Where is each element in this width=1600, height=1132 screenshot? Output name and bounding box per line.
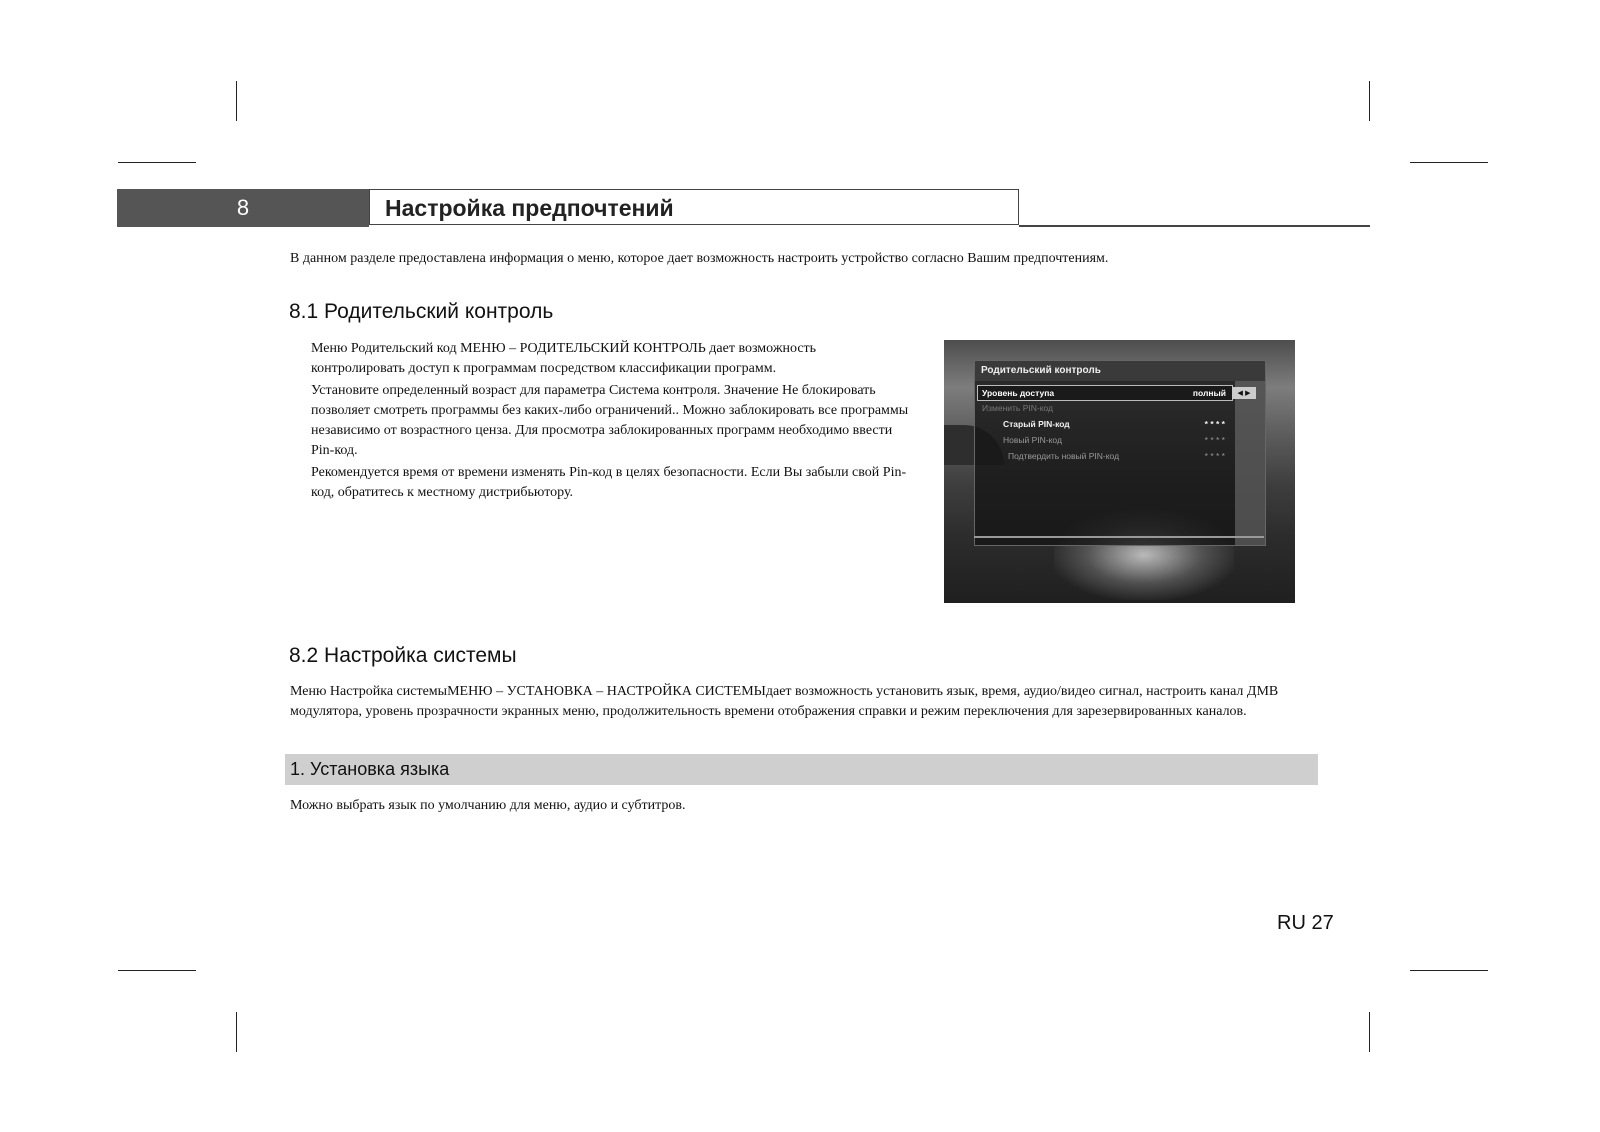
crop-mark-top-right	[1369, 81, 1370, 121]
menu-row-label: Уровень доступа	[982, 388, 1055, 398]
menu-row-label: Старый PIN-код	[1003, 419, 1070, 429]
section-8-1-heading: 8.1 Родительский контроль	[289, 300, 554, 323]
chapter-title: Настройка предпочтений	[369, 189, 1019, 225]
parental-control-screenshot	[944, 340, 1295, 603]
crop-mark-top-left	[236, 81, 237, 121]
section-8-2-heading: 8.2 Настройка системы	[289, 644, 517, 667]
menu-row-access-level[interactable]	[977, 385, 1233, 401]
menu-row-confirm-pin[interactable]	[977, 449, 1231, 463]
crop-mark-bottom-left	[236, 1012, 237, 1052]
section-8-1-paragraph: Установите определенный возраст для параметра Система контроля. Значение Не блокировать позволяет смотреть программы без каких-либо ограничений.. Можно заблокировать все программы независимо от возрастного ценза. Для просмотра заблокированных программ необходимо ввести Pin-код.	[311, 383, 909, 458]
menu-row-new-pin[interactable]	[977, 433, 1231, 447]
chapter-header	[117, 189, 1370, 227]
intro-text: В данном разделе предоставлена информация о меню, которое дает возможность настроить устройство согласно Вашим предпочтениям.	[290, 251, 1109, 266]
crop-mark-top-right-h	[1410, 162, 1488, 163]
section-8-1-paragraph: Рекомендуется время от времени изменять Pin-код в целях безопасности. Если Вы забыли свой Pin-код, обратитесь к местному дистрибьютору.	[311, 465, 907, 500]
menu-row-value: * * * *	[1204, 419, 1225, 429]
crop-mark-bottom-right-h	[1410, 970, 1488, 971]
crop-mark-top-left-h	[118, 162, 196, 163]
menu-bottom-rule	[974, 536, 1264, 538]
chapter-number: 8	[117, 189, 369, 227]
subsection-1-text: Можно выбрать язык по умолчанию для меню, аудио и субтитров.	[290, 798, 686, 813]
menu-row-old-pin[interactable]	[977, 417, 1231, 431]
menu-row-label: Изменить PIN-код	[982, 403, 1054, 413]
left-right-arrows-icon[interactable]: ◀ ▶	[1232, 387, 1256, 399]
section-8-1-paragraph: Меню Родительский код МЕНЮ – РОДИТЕЛЬСКИЙ КОНТРОЛЬ дает возможность контролировать доступ к программам посредством классификации программ.	[311, 341, 817, 376]
menu-row-value: полный	[1192, 388, 1226, 398]
chapter-rule	[1019, 225, 1370, 227]
section-8-1-body	[311, 339, 911, 505]
menu-panel	[974, 360, 1266, 546]
page-number: RU 27	[1277, 912, 1334, 934]
menu-row-value: * * * *	[1204, 451, 1225, 461]
menu-side-strip	[1235, 381, 1265, 545]
crop-mark-bottom-right	[1369, 1012, 1370, 1052]
menu-row-value: * * * *	[1204, 435, 1225, 445]
menu-title: Родительский контроль	[975, 361, 1265, 381]
menu-row-label: Новый PIN-код	[1003, 435, 1062, 445]
menu-row-change-pin[interactable]	[977, 401, 1231, 415]
crop-mark-bottom-left-h	[118, 970, 196, 971]
section-8-2-body: Меню Настройка системыМЕНЮ – УСТАНОВКА – НАСТРОЙКА СИСТЕМЫдает возможность установить язык, время, аудио/видео сигнал, настроить канал ДМВ модулятора, уровень прозрачности экранных меню, продолжительность времени отображения справки и режим переключения для зарезервированных каналов.	[290, 684, 1279, 719]
menu-row-label: Подтвердить новый PIN-код	[1008, 451, 1120, 461]
subsection-1-heading: 1. Установка языка	[285, 754, 1318, 785]
